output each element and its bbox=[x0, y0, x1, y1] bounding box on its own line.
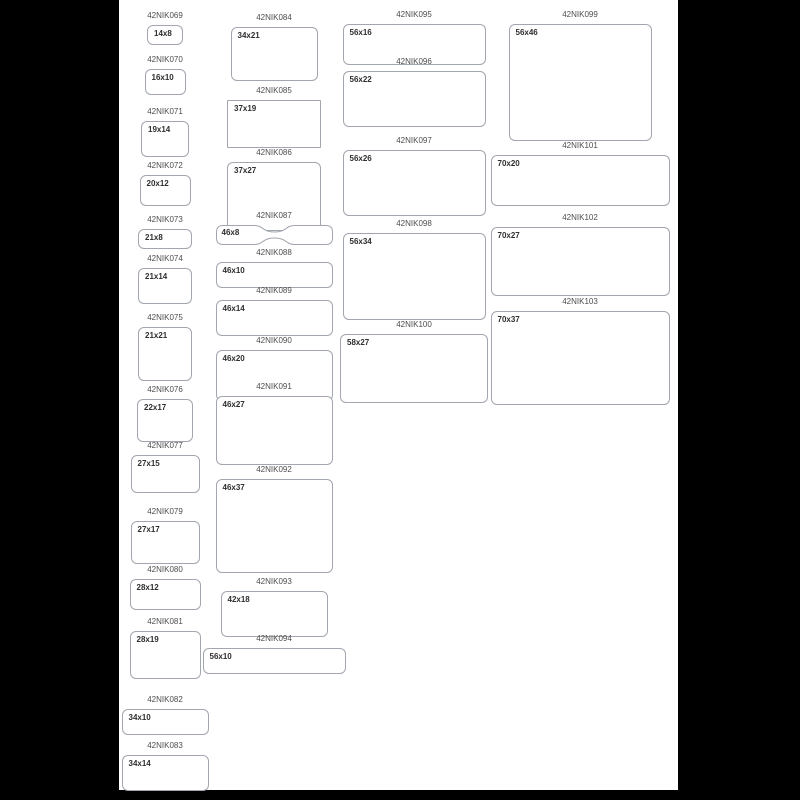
label-shape-dumbbell bbox=[216, 225, 333, 245]
template-code-label: 42NIK089 bbox=[256, 286, 292, 295]
template-code-label: 42NIK073 bbox=[147, 215, 183, 224]
template-code-label: 42NIK103 bbox=[562, 297, 598, 306]
template-code-label: 42NIK100 bbox=[396, 320, 432, 329]
label-template bbox=[140, 162, 191, 206]
template-code-label: 42NIK079 bbox=[147, 507, 183, 516]
label-template bbox=[216, 287, 333, 336]
label-template bbox=[227, 87, 321, 148]
label-template bbox=[343, 220, 486, 320]
label-dimensions-text: 56x26 bbox=[349, 154, 372, 163]
label-dimensions-text: 27x17 bbox=[137, 525, 160, 534]
label-template bbox=[509, 11, 652, 141]
label-dimensions-text: 20x12 bbox=[146, 179, 169, 188]
template-code-label: 42NIK099 bbox=[562, 10, 598, 19]
template-code-label: 42NIK096 bbox=[396, 57, 432, 66]
template-code-label: 42NIK080 bbox=[147, 565, 183, 574]
label-dimensions-text: 21x14 bbox=[145, 272, 168, 281]
label-dimensions-text: 56x10 bbox=[209, 652, 232, 661]
document-page bbox=[119, 0, 678, 790]
label-template bbox=[343, 137, 486, 216]
label-template bbox=[221, 578, 328, 637]
label-dimensions-text: 46x37 bbox=[222, 483, 245, 492]
template-code-label: 42NIK084 bbox=[256, 13, 292, 22]
label-shape-box bbox=[131, 521, 200, 564]
label-template bbox=[491, 214, 670, 296]
label-shape-box bbox=[231, 27, 318, 81]
label-shape-box bbox=[145, 69, 186, 95]
label-template bbox=[231, 14, 318, 81]
template-code-label: 42NIK072 bbox=[147, 161, 183, 170]
label-template bbox=[137, 386, 193, 442]
template-code-label: 42NIK090 bbox=[256, 336, 292, 345]
label-shape-box bbox=[491, 311, 670, 405]
template-code-label: 42NIK083 bbox=[147, 741, 183, 750]
template-code-label: 42NIK095 bbox=[396, 10, 432, 19]
label-template bbox=[216, 466, 333, 573]
label-shape-box bbox=[216, 396, 333, 465]
label-shape-box bbox=[227, 100, 321, 148]
template-code-label: 42NIK098 bbox=[396, 219, 432, 228]
label-shape-box bbox=[343, 150, 486, 216]
label-template bbox=[138, 216, 192, 249]
label-template bbox=[131, 442, 200, 493]
label-dimensions-text: 22x17 bbox=[144, 403, 167, 412]
template-code-label: 42NIK082 bbox=[147, 695, 183, 704]
label-dimensions-text: 34x21 bbox=[237, 31, 260, 40]
template-code-label: 42NIK093 bbox=[256, 577, 292, 586]
label-template bbox=[122, 742, 209, 791]
label-template bbox=[216, 383, 333, 465]
label-dimensions-text: 28x12 bbox=[136, 583, 159, 592]
template-code-label: 42NIK070 bbox=[147, 55, 183, 64]
label-shape-box bbox=[216, 479, 333, 573]
label-shape-box bbox=[491, 155, 670, 206]
label-dimensions-text: 46x27 bbox=[222, 400, 245, 409]
label-template bbox=[131, 508, 200, 564]
label-shape-box bbox=[203, 648, 346, 674]
label-dimensions-text: 46x10 bbox=[222, 266, 245, 275]
label-shape-box bbox=[137, 399, 193, 442]
label-dimensions-text: 21x8 bbox=[145, 233, 163, 242]
template-code-label: 42NIK094 bbox=[256, 634, 292, 643]
label-template bbox=[138, 255, 192, 304]
template-code-label: 42NIK069 bbox=[147, 11, 183, 20]
label-shape-box bbox=[131, 455, 200, 493]
label-shape-box bbox=[343, 71, 486, 127]
label-dimensions-text: 56x34 bbox=[349, 237, 372, 246]
label-template bbox=[122, 696, 209, 735]
label-template bbox=[203, 635, 346, 674]
template-code-label: 42NIK088 bbox=[256, 248, 292, 257]
template-code-label: 42NIK074 bbox=[147, 254, 183, 263]
label-template bbox=[138, 314, 192, 381]
label-dimensions-text: 37x27 bbox=[234, 166, 257, 175]
label-dimensions-text: 34x10 bbox=[128, 713, 151, 722]
template-code-label: 42NIK092 bbox=[256, 465, 292, 474]
label-dimensions-text: 42x18 bbox=[227, 595, 250, 604]
label-shape-box bbox=[340, 334, 488, 403]
label-dimensions-text: 70x27 bbox=[497, 231, 520, 240]
label-shape-box bbox=[509, 24, 652, 141]
label-template bbox=[343, 58, 486, 127]
label-dimensions-text: 70x20 bbox=[497, 159, 520, 168]
template-code-label: 42NIK071 bbox=[147, 107, 183, 116]
label-dimensions-text: 56x46 bbox=[515, 28, 538, 37]
label-dimensions-text: 28x19 bbox=[136, 635, 159, 644]
label-shape-box bbox=[216, 300, 333, 336]
label-template bbox=[145, 56, 186, 95]
label-shape-box bbox=[147, 25, 183, 45]
label-dimensions-text: 16x10 bbox=[151, 73, 174, 82]
label-shape-box bbox=[216, 262, 333, 288]
template-code-label: 42NIK097 bbox=[396, 136, 432, 145]
label-template bbox=[147, 12, 183, 45]
label-shape-box bbox=[491, 227, 670, 296]
label-shape-box bbox=[343, 233, 486, 320]
label-dimensions-text: 58x27 bbox=[347, 338, 370, 347]
template-code-label: 42NIK087 bbox=[256, 211, 292, 220]
template-code-label: 42NIK075 bbox=[147, 313, 183, 322]
label-dimensions-text: 56x22 bbox=[349, 75, 372, 84]
label-template bbox=[491, 142, 670, 206]
label-shape-box bbox=[130, 579, 201, 610]
label-shape-box bbox=[140, 175, 191, 206]
label-shape-box bbox=[221, 591, 328, 637]
label-shape-box bbox=[130, 631, 201, 679]
template-code-label: 42NIK077 bbox=[147, 441, 183, 450]
label-template bbox=[491, 298, 670, 405]
label-dimensions-text: 70x37 bbox=[497, 315, 520, 324]
template-code-label: 42NIK102 bbox=[562, 213, 598, 222]
label-template bbox=[130, 618, 201, 679]
template-code-label: 42NIK076 bbox=[147, 385, 183, 394]
label-dimensions-text: 56x16 bbox=[349, 28, 372, 37]
label-shape-box bbox=[141, 121, 189, 157]
label-dimensions-text: 37x19 bbox=[234, 104, 257, 113]
label-dimensions-text: 21x21 bbox=[145, 331, 168, 340]
label-shape-box bbox=[138, 327, 192, 381]
label-template bbox=[216, 212, 333, 245]
label-dimensions-text: 46x14 bbox=[222, 304, 245, 313]
label-shape-box bbox=[122, 755, 209, 791]
label-template bbox=[130, 566, 201, 610]
label-dimensions-text: 34x14 bbox=[128, 759, 151, 768]
label-shape-box bbox=[138, 229, 192, 249]
label-dimensions-text: 46x8 bbox=[221, 228, 240, 237]
label-dimensions-text: 27x15 bbox=[137, 459, 160, 468]
label-template bbox=[216, 249, 333, 288]
template-code-label: 42NIK085 bbox=[256, 86, 292, 95]
template-code-label: 42NIK081 bbox=[147, 617, 183, 626]
label-dimensions-text: 14x8 bbox=[154, 29, 172, 38]
label-shape-box bbox=[138, 268, 192, 304]
label-dimensions-text: 46x20 bbox=[222, 354, 245, 363]
label-dimensions-text: 19x14 bbox=[148, 125, 171, 134]
label-template bbox=[141, 108, 189, 157]
label-shape-box bbox=[122, 709, 209, 735]
template-code-label: 42NIK091 bbox=[256, 382, 292, 391]
template-code-label: 42NIK086 bbox=[256, 148, 292, 157]
template-code-label: 42NIK101 bbox=[562, 141, 598, 150]
label-template bbox=[340, 321, 488, 403]
